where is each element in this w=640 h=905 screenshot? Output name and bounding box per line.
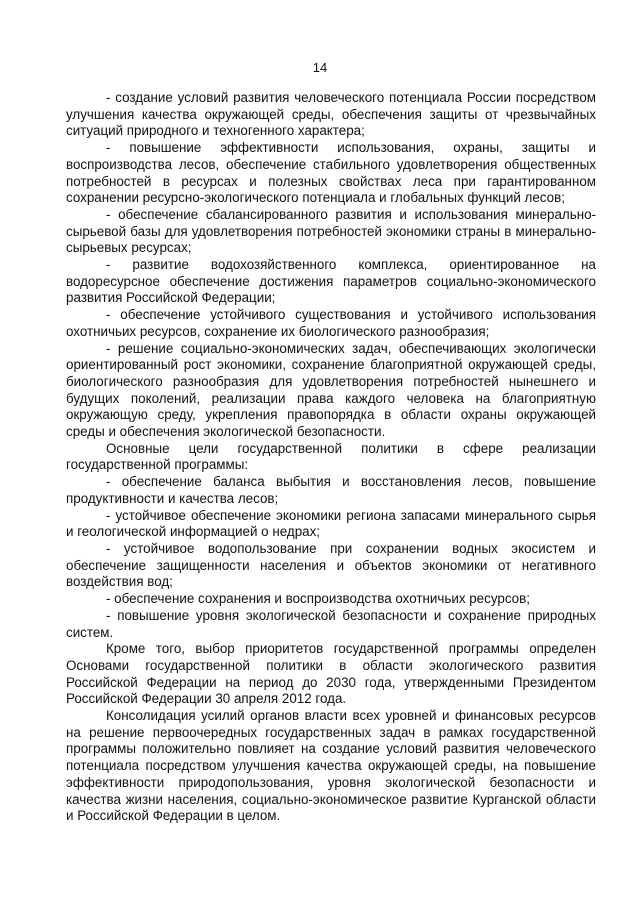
paragraph: - повышение эффективности использования, охраны, защиты и воспроизводства лесов, обеспечение стабильного удовлетворения общественных потребностей в ресурсах и полезных свойствах леса при гарантированном сохранении ресурсно-экологического потенциала и глобальных функций лесов;	[66, 140, 596, 206]
paragraph: - создание условий развития человеческого потенциала России посредством улучшения качества окружающей среды, обеспечения защиты от чрезвычайных ситуаций природного и техногенного характера;	[66, 90, 596, 139]
paragraph: - решение социально-экономических задач, обеспечивающих экологически ориентированный рост экономики, сохранение благоприятной окружающей среды, биологического разнообразия для удовлетворения потребностей нынешнего и будущих поколений, реализации права каждого человека на благоприятную окружающую среду, укрепления правопорядка в области охраны окружающей среды и обеспечения экологической безопасности.	[66, 340, 596, 440]
paragraph: - обеспечение сохранения и воспроизводства охотничьих ресурсов;	[106, 591, 530, 607]
paragraph: - обеспечение баланса выбытия и восстановления лесов, повышение продуктивности и качества лесов;	[66, 474, 596, 506]
paragraph: - развитие водохозяйственного комплекса, ориентированное на водоресурсное обеспечение достижения параметров социально-экономического развития Российской Федерации;	[66, 257, 596, 306]
paragraph: - повышение уровня экологической безопасности и сохранение природных систем.	[66, 607, 596, 640]
paragraph: - устойчивое обеспечение экономики региона запасами минерального сырья и геологической информацией о недрах;	[66, 507, 596, 540]
paragraph: Консолидация усилий органов власти всех уровней и финансовых ресурсов на решение первоочередных государственных задач в рамках государственной программы положительно повлияет на создание условий развития человеческого потенциала посредством улучшения качества окружающей среды, на повышение эффективности природопользования, уровня экологической безопасности и качества жизни населения, социально-экономическое развитие Курганской области и Российской Федерации в целом.	[66, 708, 596, 824]
page-number: 14	[312, 60, 328, 75]
paragraph: Основные цели государственной политики в сфере реализации государственной программы:	[66, 440, 596, 473]
document-body	[66, 90, 596, 825]
paragraph: Кроме того, выбор приоритетов государственной программы определен Основами государственной политики в области экологического развития Российской Федерации на период до 2030 года, утвержденными Президентом Российской Федерации 30 апреля 2012 года.	[66, 641, 596, 707]
paragraph: - обеспечение устойчивого существования и устойчивого использования охотничьих ресурсов, сохранение их биологического разнообразия;	[66, 307, 596, 339]
paragraph: - обеспечение сбалансированного развития и использования минерально-сырьевой базы для удовлетворения потребностей экономики страны в минерально-сырьевых ресурсах;	[66, 206, 596, 256]
paragraph: - устойчивое водопользование при сохранении водных экосистем и обеспечение защищенности населения и объектов экономики от негативного воздействия вод;	[66, 540, 596, 590]
